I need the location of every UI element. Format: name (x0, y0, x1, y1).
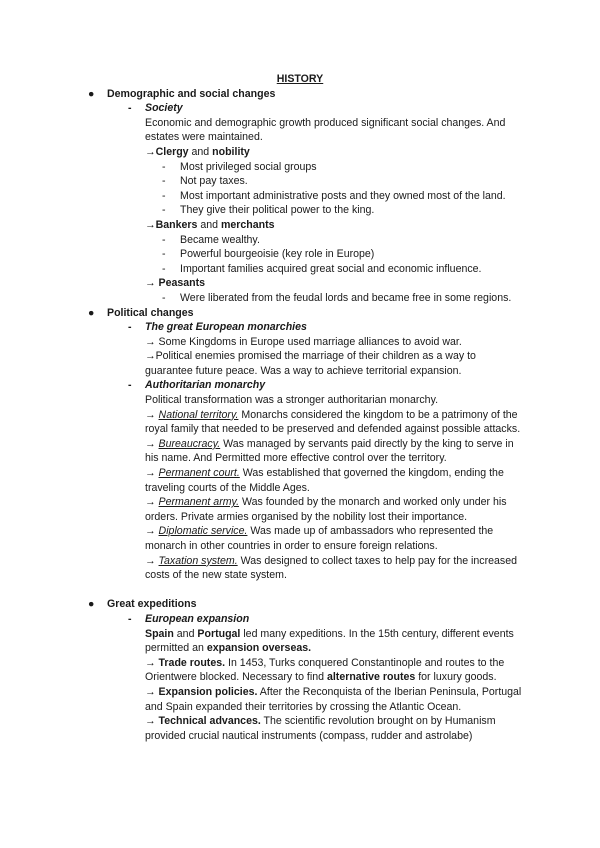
list-item: - Important families acquired great social and economic influence. (162, 262, 482, 275)
entry-permanent-court: → Permanent court. Was established that governed the kingdom, ending the traveling courts of the Middle Ages. (145, 467, 504, 494)
document-title: HISTORY (276, 73, 324, 85)
list-item: - They give their political power to the king. (162, 204, 375, 217)
subheading-authoritarian: - Authoritarian monarchy (128, 379, 266, 392)
section-heading-demographic: ● Demographic and social changes (88, 87, 276, 100)
subheading-monarchies: - The great European monarchies (128, 321, 307, 334)
section-heading-political: ● Political changes (88, 306, 194, 319)
document-page (0, 72, 600, 743)
authoritarian-intro: Political transformation was a stronger authoritarian monarchy. (145, 394, 439, 407)
entry-trade-routes: → Trade routes. In 1453, Turks conquered Constantinople and routes to the Orientwere blocked. Necessary to find alternative routes for luxury goods. (145, 656, 505, 684)
entry-expansion-policies: → Expansion policies. After the Reconquista of the Iberian Peninsula, Portugal and Spain expanded their territories by crossing the Atlantic Ocean. (145, 685, 522, 713)
monarchies-line: →Political enemies promised the marriage of their children as a way to guarantee future peace. Was a way to achieve territorial expansion. (145, 350, 476, 377)
list-item: - Became wealthy. (162, 233, 260, 246)
group-peasants: → Peasants (145, 277, 206, 290)
entry-taxation-system: → Taxation system. Was designed to collect taxes to help pay for the increased costs of the new state system. (145, 554, 517, 582)
entry-national-territory: → National territory. Monarchs considered the kingdom to be a patrimony of the royal family that needed to be preserved and defended against possible attacks. (145, 408, 521, 436)
list-item: - Were liberated from the feudal lords and became free in some regions. (162, 291, 512, 304)
group-bankers: →Bankers and merchants (145, 218, 275, 231)
society-text: Economic and demographic growth produced significant social changes. And estates were maintained. (145, 116, 506, 144)
entry-technical-advances: → Technical advances. The scientific revolution brought on by Humanism provided crucial nautical instruments (compass, rudder and astrolabe) (145, 715, 496, 742)
group-clergy: →Clergy and nobility (145, 145, 250, 158)
entry-bureaucracy: → Bureaucracy. Was managed by servants paid directly by the king to serve in his name. And Permitted more effective control over the territory. (145, 437, 514, 465)
list-item: - Most important administrative posts and they owned most of the land. (162, 189, 506, 202)
subheading-society: - Society (128, 102, 183, 115)
monarchies-line: → Some Kingdoms in Europe used marriage alliances to avoid war. (145, 335, 462, 348)
list-item: - Most privileged social groups (162, 160, 317, 173)
entry-diplomatic-service: → Diplomatic service. Was made up of ambassadors who represented the monarch in other countries in order to ensure foreign relations. (145, 525, 494, 552)
section-heading-expeditions: ● Great expeditions (88, 598, 197, 611)
list-item: - Powerful bourgeoisie (key role in Europe) (162, 248, 375, 261)
list-item: - Not pay taxes. (162, 175, 248, 188)
expansion-intro: Spain and Portugal led many expeditions. In the 15th century, different events permitted an expansion overseas. (145, 627, 514, 655)
bullet: ● (88, 87, 95, 100)
entry-permanent-army: → Permanent army. Was founded by the monarch and worked only under his orders. Private armies organised by the nobility lost their importance. (145, 496, 507, 523)
subheading-european-expansion: - European expansion (128, 612, 250, 625)
